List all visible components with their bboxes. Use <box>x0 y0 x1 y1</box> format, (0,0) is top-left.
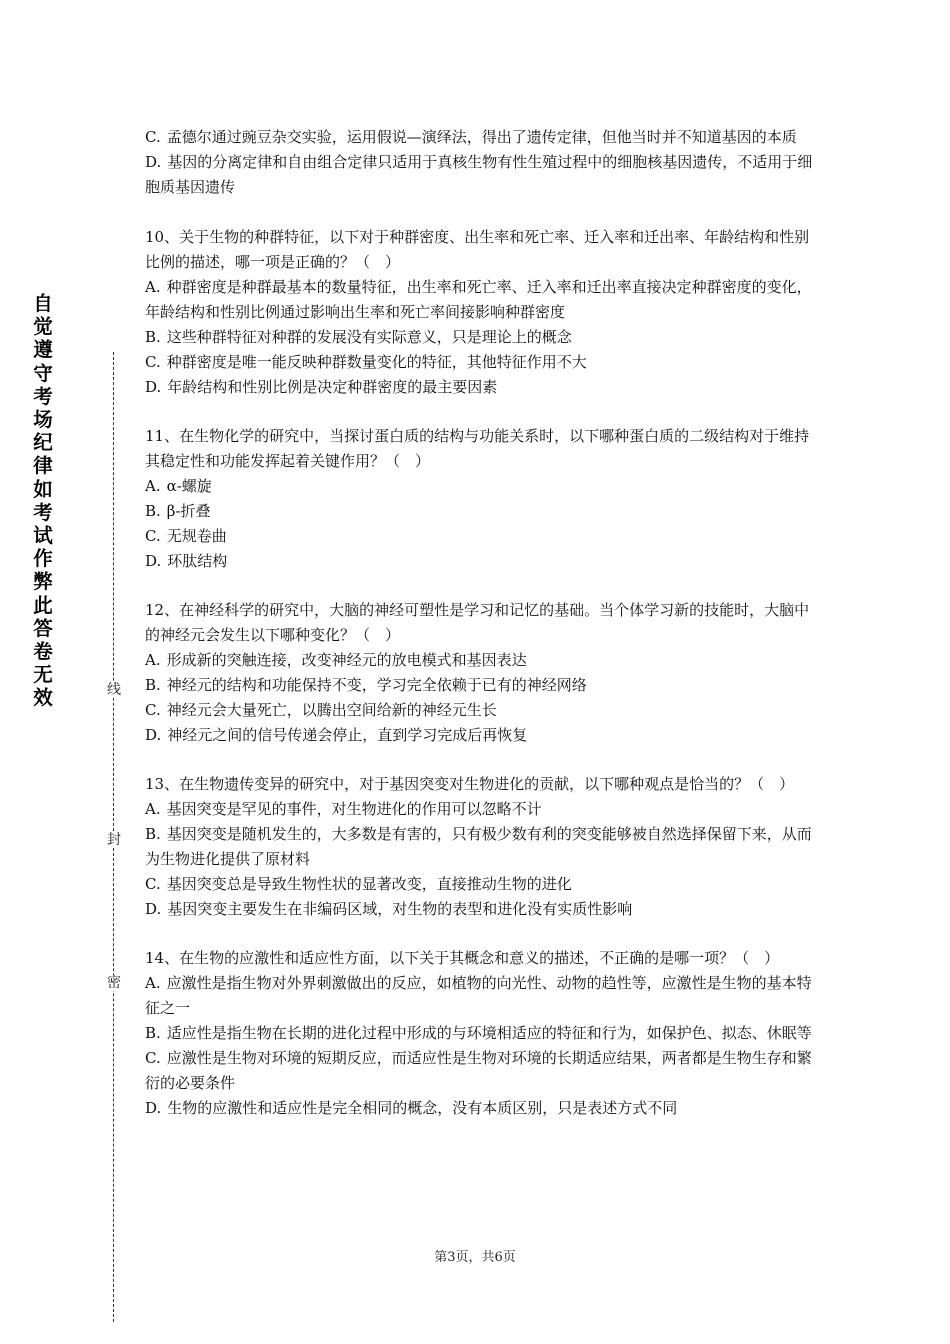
option-12-b: B. 神经元的结构和功能保持不变，学习完全依赖于已有的神经网络 <box>145 676 587 694</box>
cut-line-label-seal: 封 <box>107 832 121 848</box>
question-stem-10: 10、关于生物的种群特征，以下对于种群密度、出生率和死亡率、迁入率和迁出率、年龄结构和性别比例的描述，哪一项是正确的？（ ） <box>145 228 810 271</box>
question-block-11 <box>145 424 813 574</box>
option-13-a: A. 基因突变是罕见的事件，对生物进化的作用可以忽略不计 <box>145 800 542 818</box>
option-10-b: B. 这些种群特征对种群的发展没有实际意义，只是理论上的概念 <box>145 328 572 346</box>
option-12-c: C. 神经元会大量死亡，以腾出空间给新的神经元生长 <box>145 701 497 719</box>
option-13-c: C. 基因突变总是导致生物性状的显著改变，直接推动生物的进化 <box>145 875 572 893</box>
question-block-14 <box>145 946 813 1121</box>
option-14-c: C. 应激性是生物对环境的短期反应，而适应性是生物对环境的长期适应结果，两者都是生物生存和繁衍的必要条件 <box>145 1049 812 1092</box>
question-block-13 <box>145 772 813 922</box>
option-11-a: A. α-螺旋 <box>145 477 212 495</box>
option-12-a: A. 形成新的突触连接，改变神经元的放电模式和基因表达 <box>145 651 527 669</box>
option-12-d: D. 神经元之间的信号传递会停止，直到学习完成后再恢复 <box>145 726 528 744</box>
option-13-d: D. 基因突变主要发生在非编码区域，对生物的表型和进化没有实质性影响 <box>145 900 633 918</box>
option-11-d: D. 环肽结构 <box>145 552 228 570</box>
option-13-b: B. 基因突变是随机发生的，大多数是有害的，只有极少数有利的突变能够被自然选择保留下来，从而为生物进化提供了原材料 <box>145 825 812 868</box>
cut-line-label-line: 线 <box>107 682 121 698</box>
question-stem-13: 13、在生物遗传变异的研究中，对于基因突变对生物进化的贡献，以下哪种观点是恰当的？（ ） <box>145 775 795 793</box>
option-10-d: D. 年龄结构和性别比例是决定种群密度的最主要因素 <box>145 378 498 396</box>
question-block-9-continued <box>145 125 813 200</box>
question-stem-11: 11、在生物化学的研究中，当探讨蛋白质的结构与功能关系时，以下哪种蛋白质的二级结构对于维持其稳定性和功能发挥起着关键作用？（ ） <box>145 427 810 470</box>
exam-discipline-notice: 自觉遵守考场纪律如考试作弊此答卷无效 <box>33 292 53 710</box>
option-10-a: A. 种群密度是种群最基本的数量特征，出生率和死亡率、迁入率和迁出率直接决定种群密度的变化，年龄结构和性别比例通过影响出生率和死亡率间接影响种群密度 <box>145 278 812 321</box>
option-10-c: C. 种群密度是唯一能反映种群数量变化的特征，其他特征作用不大 <box>145 353 587 371</box>
question-content <box>145 125 813 1145</box>
question-block-10 <box>145 225 813 400</box>
question-stem-12: 12、在神经科学的研究中，大脑的神经可塑性是学习和记忆的基础。当个体学习新的技能时，大脑中的神经元会发生以下哪种变化？（ ） <box>145 601 810 644</box>
option-11-c: C. 无规卷曲 <box>145 527 227 545</box>
option-11-b: B. β-折叠 <box>145 502 211 520</box>
option-14-a: A. 应激性是指生物对外界刺激做出的反应，如植物的向光性、动物的趋性等，应激性是生物的基本特征之一 <box>145 974 812 1017</box>
page-number-footer: 第3页，共6页 <box>434 1250 516 1265</box>
option-9-c: C. 孟德尔通过豌豆杂交实验，运用假说—演绎法，得出了遗传定律，但他当时并不知道基因的本质 <box>145 128 797 146</box>
option-14-b: B. 适应性是指生物在长期的进化过程中形成的与环境相适应的特征和行为，如保护色、拟态、休眠等 <box>145 1024 812 1042</box>
question-block-12 <box>145 598 813 748</box>
option-14-d: D. 生物的应激性和适应性是完全相同的概念，没有本质区别，只是表述方式不同 <box>145 1099 678 1117</box>
option-9-d: D. 基因的分离定律和自由组合定律只适用于真核生物有性生殖过程中的细胞核基因遗传，不适用于细胞质基因遗传 <box>145 153 813 196</box>
question-stem-14: 14、在生物的应激性和适应性方面，以下关于其概念和意义的描述，不正确的是哪一项？（ ） <box>145 949 780 967</box>
cut-line-label-close: 密 <box>107 975 121 991</box>
